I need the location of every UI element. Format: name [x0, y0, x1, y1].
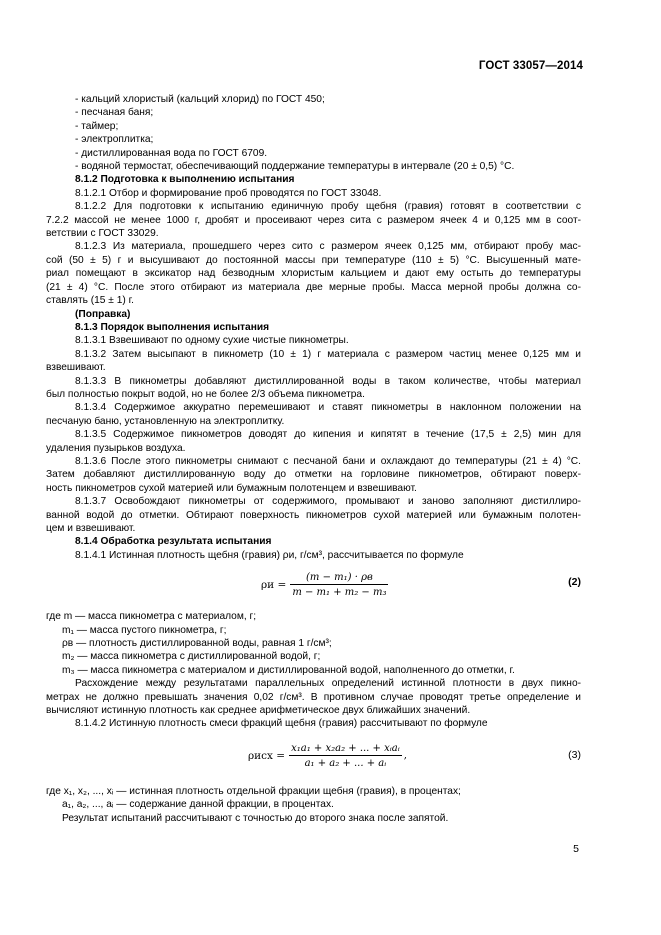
- paragraph-line: 8.1.3.3 В пикнометры добавляют дистиллированной воды в таком количестве, чтобы материал: [75, 375, 581, 387]
- paragraph-line: был полностью покрыт водой, но не более 2/3 объема пикнометра.: [46, 388, 365, 400]
- paragraph-line: 8.1.3.7 Освобождают пикнометры от содержимого, промывают и заново заполняют дистиллиро-: [75, 496, 581, 508]
- paragraph-line: удаления пузырьков воздуха.: [46, 442, 186, 454]
- formula-legend-line: где x₁, x₂, ..., xᵢ — истинная плотность отдельной фракции щебня (гравия), в процентах;: [46, 785, 461, 797]
- formula-3: [73, 731, 581, 785]
- paragraph-line: метрах не должно превышать значения 0,02 г/см³. В противном случае проводят третье определение и: [46, 691, 581, 703]
- formula-3-denominator: a₁ + a₂ + ... + aᵢ: [304, 757, 387, 769]
- paragraph-line: риал помещают в эксикатор над безводным хлористым кальцием и дают ему остыть до температуры: [46, 268, 581, 280]
- list-item: - дистиллированная вода по ГОСТ 6709.: [75, 147, 268, 159]
- formula-legend-line: a₁, a₂, ..., aᵢ — содержание данной фракции, в процентах.: [62, 799, 334, 811]
- paragraph: 8.1.4.2 Истинную плотность смеси фракций щебня (гравия) рассчитывают по формуле: [75, 718, 488, 730]
- formula-2-number: (2): [568, 576, 581, 589]
- formula-3-lhs: ρисх =: [248, 749, 286, 762]
- formula-2: [73, 562, 581, 610]
- paragraph-line: Расхождение между результатами параллельных определений истинной плотности в двух пикно-: [75, 678, 581, 690]
- list-item: - водяной термостат, обеспечивающий поддержание температуры в интервале (20 ± 0,5) °С.: [75, 161, 515, 173]
- paragraph-line: взвешивают.: [46, 362, 106, 374]
- paragraph: 8.1.3.1 Взвешивают по одному сухие чистые пикнометры.: [75, 335, 349, 347]
- formula-3-expression: [248, 743, 407, 769]
- paragraph-line: 8.1.3.4 Содержимое аккуратно перемешивают и ставят пикнометры в наклонном положении на: [75, 402, 581, 414]
- paragraph-line: 8.1.3.2 Затем высыпают в пикнометр (10 ± 1) г материала с размером частиц менее 0,125 мм и: [75, 348, 581, 360]
- paragraph-line: цем и взвешивают.: [46, 523, 136, 534]
- formula-3-number: (3): [568, 748, 581, 761]
- section-heading: 8.1.3 Порядок выполнения испытания: [75, 321, 270, 333]
- paragraph: Результат испытаний рассчитывают с точностью до второго знака после запятой.: [62, 812, 449, 824]
- paragraph-line: 8.1.2.2 Для подготовки к испытанию единичную пробу щебня (гравия) готовят в соответствии с: [75, 201, 581, 213]
- list-item: - песчаная баня;: [75, 107, 154, 119]
- section-heading: 8.1.4 Обработка результата испытания: [75, 536, 272, 548]
- paragraph-line: 8.1.3.6 После этого пикнометры снимают с песчаной бани и охлаждают до температуры (21 ± 4) °С.: [75, 455, 581, 467]
- paragraph-line: вычисляют истинную плотность как среднее арифметическое двух ближайших значений.: [46, 705, 471, 717]
- paragraph-line: 8.1.3.5 Содержимое пикнометров доводят до кипения и кипятят в течение (17,5 ± 2,5) мин для: [75, 429, 581, 441]
- page-number: 5: [573, 843, 579, 855]
- list-item: - кальций хлористый (кальций хлорид) по ГОСТ 450;: [75, 94, 325, 105]
- formula-2-expression: [261, 572, 388, 598]
- paragraph-line: (21 ± 4) °С. После этого отбирают из материала две мерные пробы. Масса мерной пробы должна со-: [46, 281, 581, 293]
- list-item: - электроплитка;: [75, 134, 154, 146]
- paragraph-line: ставлять (15 ± 1) г.: [46, 295, 134, 307]
- list-item: - таймер;: [75, 120, 119, 132]
- standard-header: ГОСТ 33057—2014: [478, 60, 583, 72]
- paragraph: 8.1.2.1 Отбор и формирование проб проводятся по ГОСТ 33048.: [75, 187, 382, 199]
- document-body: [46, 93, 581, 825]
- formula-legend-line: где m — масса пикнометра с материалом, г;: [46, 611, 257, 623]
- section-heading: 8.1.2 Подготовка к выполнению испытания: [75, 174, 295, 186]
- paragraph-line: ветствии с ГОСТ 33029.: [46, 228, 159, 240]
- formula-legend-line: m₁ — масса пустого пикнометра, г;: [62, 624, 227, 636]
- paragraph-line: песчаную баню, установленную на электроплитку.: [46, 415, 285, 427]
- formula-2-numerator: (m − m₁) · ρв: [290, 572, 388, 585]
- amendment-note: (Поправка): [75, 308, 131, 320]
- paragraph: 8.1.4.1 Истинная плотность щебня (гравия) ρи, г/см³, рассчитывается по формуле: [75, 549, 464, 561]
- formula-2-lhs: ρи =: [261, 579, 287, 592]
- formula-3-numerator: x₁a₁ + x₂a₂ + ... + xᵢaᵢ: [291, 742, 400, 754]
- paragraph-line: сой (50 ± 5) г и высушивают до постоянной массы при температуре (110 ± 5) °С. Высушенный мате-: [46, 254, 581, 266]
- formula-3-comma: ,: [403, 750, 407, 762]
- paragraph-line: ность пикнометров сухой материей или бумажным полотенцем и взвешивают.: [46, 482, 417, 494]
- paragraph-line: 8.1.2.3 Из материала, прошедшего через сито с размером ячеек 0,125 мм, отбирают пробу мас-: [75, 241, 581, 253]
- paragraph-line: Затем добавляют дистиллированную воду до отметки на горловине пикнометров, обтирают поверх-: [46, 469, 581, 481]
- formula-legend-line: m₃ — масса пикнометра с материалом и дистиллированной водой, наполненного до отметки, г.: [62, 664, 515, 676]
- formula-2-denominator: m − m₁ + m₂ − m₃: [292, 587, 387, 599]
- formula-legend-line: ρв — плотность дистиллированной воды, равная 1 г/см³;: [62, 638, 332, 650]
- paragraph-line: 7.2.2 массой не менее 1000 г, дробят и просеивают через сита с размером ячеек 4 и 0,125 мм в соот-: [46, 214, 581, 226]
- paragraph-line: ванной водой до отметки. Обтирают поверхность пикнометров сухой материей или бумажным полотен-: [46, 509, 581, 521]
- formula-legend-line: m₂ — масса пикнометра с дистиллированной водой, г;: [62, 651, 321, 663]
